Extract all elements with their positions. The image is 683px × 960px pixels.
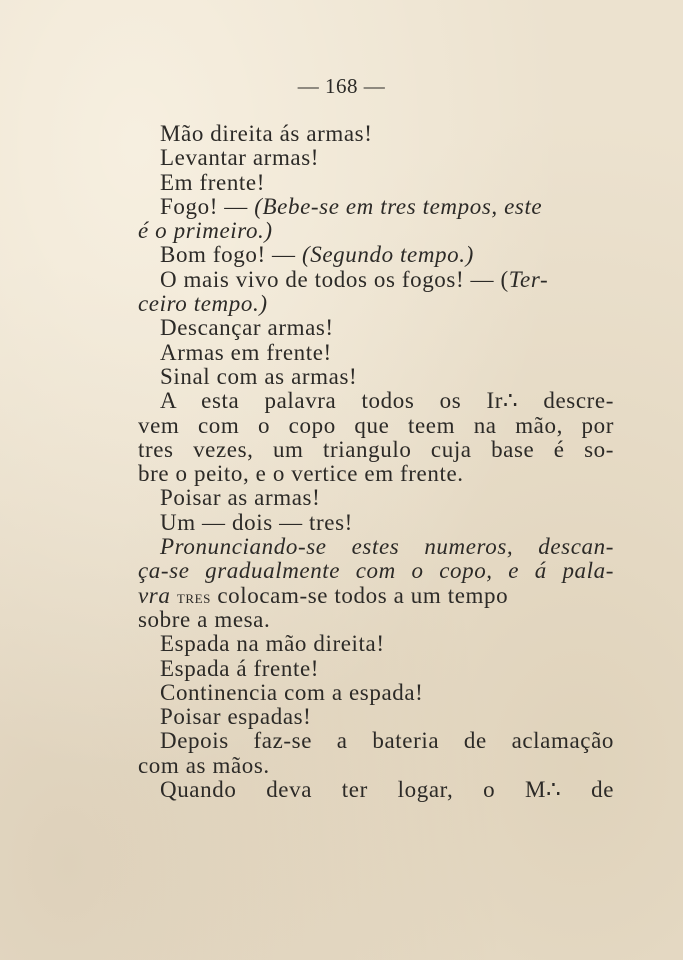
- text-roman: O mais vivo de todos os fogos! — (: [160, 266, 509, 292]
- text-line: Um — dois — tres!: [160, 509, 353, 535]
- text-line: Poisar espadas!: [160, 704, 312, 730]
- text-line: [138, 195, 614, 219]
- text-italic: vra: [138, 582, 177, 608]
- text-line: Espada á frente!: [160, 655, 320, 681]
- text-roman: colocam-se todos a um tempo: [211, 582, 509, 608]
- text-italic: (Segundo tempo.): [302, 242, 474, 268]
- text-italic: (Bebe-se em tres tempos, este: [254, 193, 543, 219]
- text-line: [138, 243, 614, 267]
- body-text: [138, 122, 614, 802]
- text-line: [138, 268, 614, 292]
- text-line: sobre a mesa.: [138, 606, 271, 632]
- text-line: Depois faz-se a bateria de aclamação: [160, 728, 614, 754]
- text-italic: é o primeiro.): [138, 218, 273, 244]
- text-line: Pronunciando-se estes numeros, descan-: [160, 534, 614, 560]
- text-line: Mão direita ás armas!: [160, 121, 373, 146]
- text-roman: Bom fogo! —: [160, 242, 302, 268]
- text-italic: Ter-: [508, 266, 549, 292]
- text-line: vem com o copo que teem na mão, por: [138, 412, 614, 438]
- text-line: Poisar as armas!: [160, 485, 321, 511]
- text-line: Armas em frente!: [160, 339, 332, 365]
- text-line: A esta palavra todos os Ir∴ descre-: [160, 388, 614, 414]
- text-line: bre o peito, e o vertice em frente.: [138, 461, 464, 487]
- text-line: tres vezes, um triangulo cuja base é so-: [138, 436, 614, 462]
- text-line: Espada na mão direita!: [160, 631, 385, 657]
- text-line: com as mãos.: [138, 752, 270, 778]
- text-line: [138, 219, 614, 243]
- text-roman: Fogo! —: [160, 193, 255, 219]
- text-line: Em frente!: [160, 169, 265, 195]
- page-number: — 168 —: [297, 74, 386, 98]
- text-line: [138, 292, 614, 316]
- text-line: Levantar armas!: [160, 145, 320, 171]
- text-line: [138, 584, 614, 608]
- text-line: Sinal com as armas!: [160, 363, 358, 389]
- text-line: Descançar armas!: [160, 315, 334, 341]
- text-line: Quando deva ter logar, o M∴ de: [160, 777, 614, 803]
- text-line: ça-se gradualmente com o copo, e á pala-: [138, 558, 614, 584]
- text-line: Continencia com a espada!: [160, 679, 424, 705]
- text-italic: ceiro tempo.): [138, 291, 268, 317]
- text-small-caps: tres: [176, 586, 211, 608]
